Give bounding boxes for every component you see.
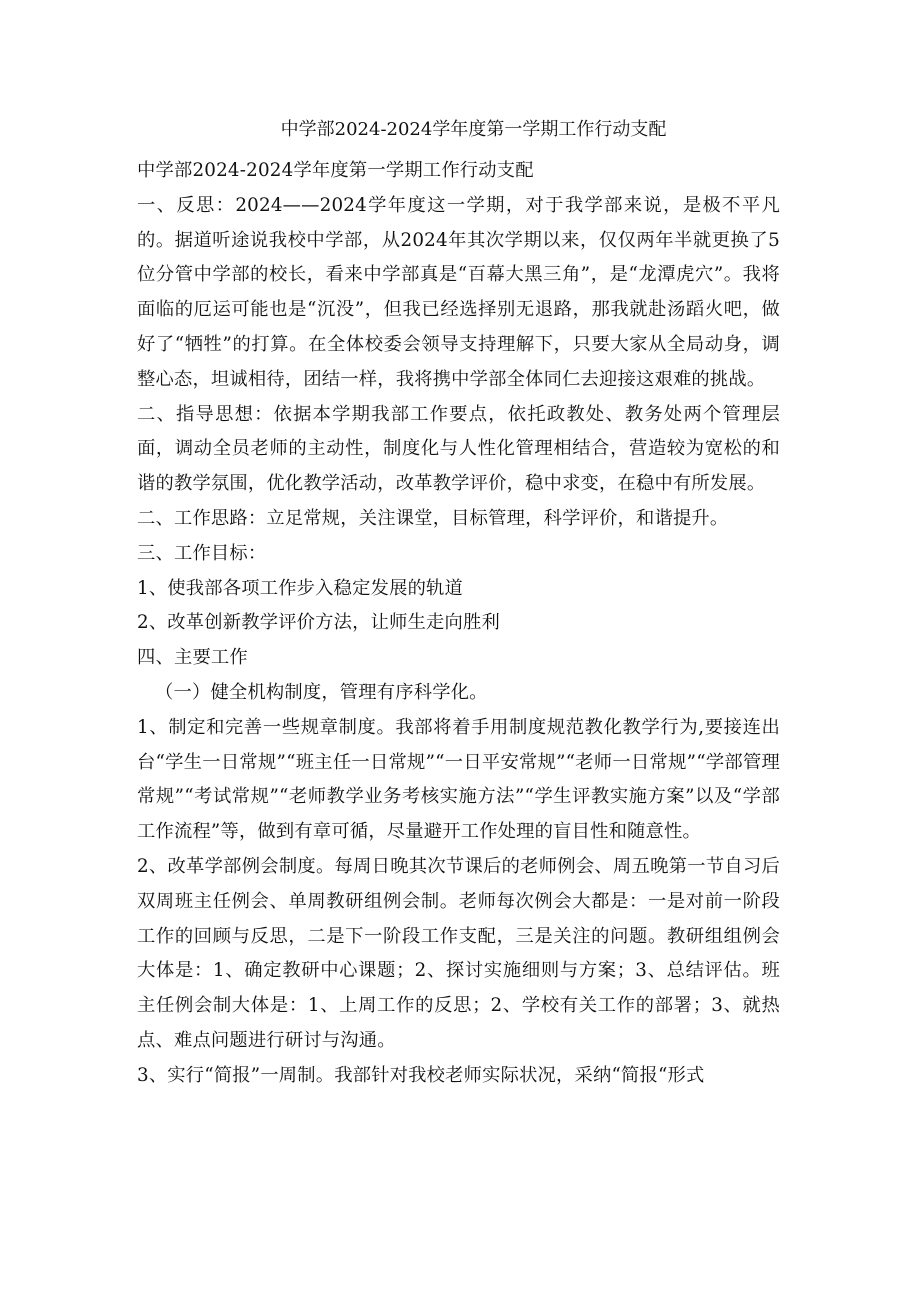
paragraph-bulletin: 3、实行“简报”一周制。我部针对我校老师实际状况，采纳“简报“形式: [137, 1064, 705, 1086]
paragraph-main-work-heading: 四、主要工作: [137, 647, 248, 669]
paragraph-goal-2: 2、改革创新教学评价方法，让师生走向胜利: [137, 612, 500, 634]
paragraph-rules: 1、制定和完善一些规章制度。我部将着手用制度规范教化教学行为,要接连出台“学生一日常规”“班主任一日常规”“一日平安常规”“老师一日常规”“学部管理常规”“考试常规”“老师教学业务考核实施方法”“学生评教实施方案”以及“学部工作流程”等，做到有章可循，尽量避开工作处理的盲目性和随意性。: [137, 716, 780, 843]
document-title: 中学部2024-2024学年度第一学期工作行动支配: [280, 119, 667, 140]
paragraph-guiding-thought: 二、指导思想：依据本学期我部工作要点，依托政教处、教务处两个管理层面，调动全员老师的主动性，制度化与人性化管理相结合，营造较为宽松的和谐的教学氛围，优化教学活动，改革教学评价，稳中求变，在稳中有所发展。: [137, 403, 780, 495]
paragraph-work-approach: 二、工作思路：立足常规，关注课堂，目标管理，科学评价，和谐提升。: [137, 507, 729, 529]
paragraph-work-goals-heading: 三、工作目标：: [137, 542, 267, 564]
paragraph-subsection-1: （一）健全机构制度，管理有序科学化。: [155, 681, 488, 703]
paragraph-heading-repeat: 中学部2024-2024学年度第一学期工作行动支配: [137, 160, 534, 181]
document-body: [137, 154, 780, 1094]
paragraph-meetings: 2、改革学部例会制度。每周日晚其次节课后的老师例会、周五晚第一节自习后双周班主任例会、单周教研组例会制。老师每次例会大都是：一是对前一阶段工作的回顾与反思，二是下一阶段工作支配，三是关注的问题。教研组组例会大体是：1、确定教研中心课题；2、探讨实施细则与方案；3、总结评估。班主任例会制大体是：1、上周工作的反思；2、学校有关工作的部署；3、就热点、难点问题进行研讨与沟通。: [137, 855, 780, 1051]
paragraph-reflection: 一、反思：2024——2024学年度这一学期，对于我学部来说，是极不平凡的。据道听途说我校中学部，从2024年其次学期以来，仅仅两年半就更换了5位分管中学部的校长，看来中学部真是“百幕大黑三角”，是“龙潭虎穴”。我将面临的厄运可能也是“沉没”，但我已经选择别无退路，那我就赴汤蹈火吧，做好了“牺牲”的打算。在全体校委会领导支持理解下，只要大家从全局动身，调整心态，坦诚相待，团结一样，我将携中学部全体同仁去迎接这艰难的挑战。: [137, 194, 780, 390]
paragraph-goal-1: 1、使我部各项工作步入稳定发展的轨道: [137, 577, 464, 599]
